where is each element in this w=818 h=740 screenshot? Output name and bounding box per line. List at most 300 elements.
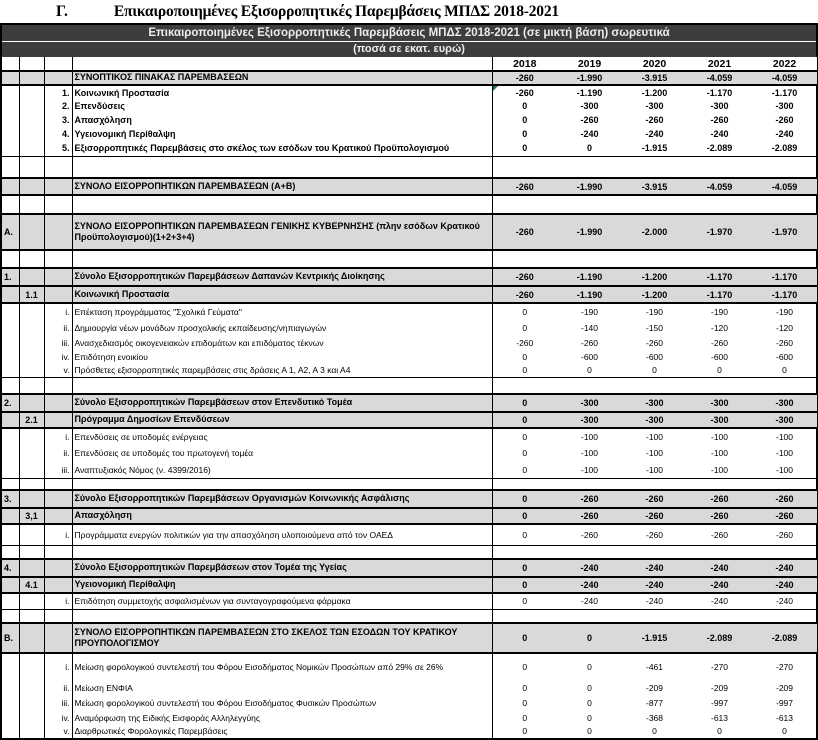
table-row <box>2 462 817 478</box>
sub-number-cell <box>19 195 44 214</box>
item-number-cell: v. <box>44 364 72 377</box>
value-cell: -461 <box>645 662 663 673</box>
value-cell: -240 <box>622 577 687 593</box>
description-cell <box>72 195 492 214</box>
section-letter-cell: Α. <box>2 214 19 250</box>
table-row <box>2 71 817 85</box>
value-cell: 0 <box>492 113 557 127</box>
description-cell: ΣΥΝΟΛΟ ΕΙΣΟΡΡΟΠΗΤΙΚΩΝ ΠΑΡΕΜΒΑΣΕΩΝ ΣΤΟ ΣΚΕΛΟΣ ΤΩΝ ΕΣΟΔΩΝ ΤΟΥ ΚΡΑΤΙΚΟΥ ΠΡΟΥΠΟΛΟΓΙΣΜΟΥ <box>72 623 492 653</box>
heading-index: Γ. <box>56 2 68 20</box>
value-cell: -240 <box>752 577 817 593</box>
value-cell: -300 <box>645 101 664 111</box>
item-number-cell: i. <box>44 593 72 609</box>
value-cell: -100 <box>580 431 598 442</box>
table-row <box>2 711 817 725</box>
value-cell: -368 <box>645 712 663 723</box>
year-column-header: 2018 <box>492 57 557 71</box>
sub-number-cell <box>19 623 44 653</box>
value-cell <box>752 250 817 268</box>
item-number-cell: ii. <box>44 445 72 462</box>
excel-flag-icon <box>493 86 498 91</box>
value-cell: -100 <box>580 448 598 459</box>
table-title-line1: Επικαιροποιημένες Εξισορροπητικές Παρεμβάσεις ΜΠΔΣ 2018-2021 (σε μικτή βάση) σωρευτικά <box>2 25 816 42</box>
value-cell <box>557 609 622 623</box>
section-letter-cell <box>2 303 19 320</box>
item-number-cell <box>44 286 72 303</box>
sub-number-cell <box>19 490 44 508</box>
value-cell: -1.915 <box>641 143 668 154</box>
section-letter-cell <box>2 445 19 462</box>
value-cell: -190 <box>580 306 598 317</box>
table-row <box>2 268 817 286</box>
value-cell <box>687 156 752 178</box>
section-letter-cell <box>2 250 19 268</box>
value-cell: -300 <box>622 394 687 412</box>
sub-number-cell <box>19 320 44 336</box>
value-cell <box>492 545 557 559</box>
table-row <box>2 623 817 653</box>
value-cell: -2.000 <box>622 214 687 250</box>
document-heading <box>0 0 818 23</box>
item-number-cell <box>44 559 72 577</box>
description-cell: Διαρθρωτικές Φορολογικές Παρεμβάσεις <box>72 725 492 738</box>
value-cell: 0 <box>492 524 557 545</box>
value-cell <box>752 545 817 559</box>
description-cell: Μείωση ΕΝΦΙΑ <box>72 681 492 696</box>
table-row <box>2 681 817 696</box>
table-row <box>2 141 817 156</box>
description-cell: Επιδότηση συμμετοχής ασφαλισμένων για συνταγογραφούμενα φάρμακα <box>72 593 492 609</box>
value-cell: -300 <box>775 101 794 111</box>
header-spacer-cell <box>44 57 72 71</box>
year-column-header: 2019 <box>557 57 622 71</box>
value-cell: -1.915 <box>622 623 687 653</box>
value-cell: -100 <box>645 448 663 459</box>
sub-number-cell <box>19 559 44 577</box>
value-cell: -600 <box>645 351 663 362</box>
value-cell: -270 <box>710 662 728 673</box>
value-cell: -240 <box>580 596 598 607</box>
table-row <box>2 286 817 303</box>
value-cell: -100 <box>775 431 793 442</box>
table-row <box>2 127 817 141</box>
item-number-cell <box>44 478 72 490</box>
description-cell: Πρόγραμμα Δημοσίων Επενδύσεων <box>72 412 492 428</box>
section-letter-cell <box>2 428 19 445</box>
sub-number-cell <box>19 428 44 445</box>
table-row <box>2 156 817 178</box>
section-letter-cell <box>2 609 19 623</box>
value-cell: 0 <box>492 350 557 364</box>
item-number-cell <box>44 545 72 559</box>
sub-number-cell <box>19 127 44 141</box>
sub-number-cell <box>19 336 44 350</box>
section-letter-cell <box>2 577 19 593</box>
item-number-cell: 3. <box>44 113 72 127</box>
value-cell: 0 <box>492 623 557 653</box>
value-cell <box>752 377 817 394</box>
value-cell: -3.915 <box>622 71 687 85</box>
value-cell: -260 <box>710 529 728 540</box>
value-cell: -1.970 <box>752 214 817 250</box>
value-cell <box>687 250 752 268</box>
section-letter-cell <box>2 653 19 681</box>
item-number-cell: 1. <box>44 85 72 99</box>
value-cell: -209 <box>645 683 663 694</box>
value-cell: -190 <box>645 306 663 317</box>
item-number-cell: iv. <box>44 350 72 364</box>
value-cell: -260 <box>687 508 752 524</box>
value-cell <box>557 250 622 268</box>
description-cell: Μείωση φορολογικού συντελεστή του Φόρου Εισοδήματος Νομικών Προσώπων από 29% σε 26% <box>72 653 492 681</box>
value-cell: -1.990 <box>557 178 622 195</box>
value-cell: -260 <box>557 508 622 524</box>
value-cell: -260 <box>492 336 557 350</box>
section-letter-cell <box>2 462 19 478</box>
item-number-cell <box>44 156 72 178</box>
value-cell: -260 <box>622 508 687 524</box>
item-number-cell <box>44 195 72 214</box>
section-letter-cell <box>2 178 19 195</box>
table-row <box>2 412 817 428</box>
description-cell: Επενδύσεις σε υποδομές του πρωτογενή τομέα <box>72 445 492 462</box>
sub-number-cell <box>19 653 44 681</box>
value-cell: 0 <box>492 141 557 156</box>
value-cell: -1.200 <box>622 286 687 303</box>
item-number-cell: i. <box>44 524 72 545</box>
sub-number-cell <box>19 268 44 286</box>
table-row <box>2 609 817 623</box>
item-number-cell <box>44 268 72 286</box>
value-cell: -260 <box>710 115 729 125</box>
table-row <box>2 653 817 681</box>
value-cell: -600 <box>775 351 793 362</box>
value-cell: -300 <box>687 394 752 412</box>
value-cell <box>557 195 622 214</box>
value-cell: -1.190 <box>576 87 603 98</box>
item-number-cell <box>44 250 72 268</box>
value-cell: 0 <box>652 726 657 737</box>
value-cell <box>557 156 622 178</box>
section-letter-cell: 3. <box>2 490 19 508</box>
description-cell <box>72 478 492 490</box>
section-letter-cell <box>2 195 19 214</box>
description-cell: Επενδύσεις <box>72 99 492 113</box>
value-cell: -1.970 <box>687 214 752 250</box>
value-cell: -100 <box>710 464 728 475</box>
table-row <box>2 99 817 113</box>
value-cell <box>622 250 687 268</box>
value-cell: -240 <box>580 129 599 139</box>
sub-number-cell <box>19 696 44 711</box>
table-row <box>2 377 817 394</box>
value-cell: -1.170 <box>706 87 733 98</box>
item-number-cell: iii. <box>44 462 72 478</box>
value-cell <box>752 195 817 214</box>
value-cell: -240 <box>775 129 794 139</box>
item-number-cell <box>44 178 72 195</box>
value-cell <box>752 478 817 490</box>
value-cell: -2.089 <box>771 143 798 154</box>
sub-number-cell <box>19 214 44 250</box>
section-letter-cell <box>2 71 19 85</box>
value-cell: 0 <box>557 623 622 653</box>
value-cell: -260 <box>645 115 664 125</box>
value-cell: -100 <box>710 448 728 459</box>
section-letter-cell <box>2 711 19 725</box>
table-row <box>2 593 817 609</box>
item-number-cell <box>44 490 72 508</box>
description-cell: Αναμόρφωση της Ειδικής Εισφοράς Αλληλεγγύης <box>72 711 492 725</box>
sub-number-cell: 3,1 <box>19 508 44 524</box>
value-cell: -1.200 <box>622 268 687 286</box>
section-letter-cell <box>2 696 19 711</box>
table-row <box>2 445 817 462</box>
value-cell: -300 <box>557 394 622 412</box>
sub-number-cell <box>19 303 44 320</box>
value-cell: -613 <box>710 712 728 723</box>
table-row <box>2 303 817 320</box>
table-row <box>2 85 817 99</box>
table-row <box>2 428 817 445</box>
item-number-cell <box>44 577 72 593</box>
item-number-cell: 2. <box>44 99 72 113</box>
table-row <box>2 696 817 711</box>
item-number-cell <box>44 394 72 412</box>
table-row <box>2 113 817 127</box>
sub-number-cell <box>19 71 44 85</box>
value-cell: -260 <box>775 115 794 125</box>
value-cell: -1.190 <box>557 286 622 303</box>
section-letter-cell <box>2 350 19 364</box>
sub-number-cell <box>19 113 44 127</box>
year-column-header: 2021 <box>687 57 752 71</box>
value-cell: -260 <box>622 490 687 508</box>
sub-number-cell <box>19 681 44 696</box>
description-cell: Σύνολο Εξισορροπητικών Παρεμβάσεων Δαπανών Κεντρικής Διοίκησης <box>72 268 492 286</box>
item-number-cell: i. <box>44 653 72 681</box>
description-cell <box>72 250 492 268</box>
value-cell: -260 <box>645 529 663 540</box>
table-row <box>2 364 817 377</box>
value-cell: 0 <box>492 577 557 593</box>
description-cell: Επιδότηση ενοικίου <box>72 350 492 364</box>
table-row <box>2 350 817 364</box>
value-cell: -1.170 <box>771 87 798 98</box>
item-number-cell: 5. <box>44 141 72 156</box>
table-row <box>2 394 817 412</box>
year-column-header: 2020 <box>622 57 687 71</box>
value-cell: -260 <box>645 337 663 348</box>
value-cell: -4.059 <box>752 71 817 85</box>
item-number-cell: i. <box>44 428 72 445</box>
value-cell <box>687 377 752 394</box>
value-cell: 0 <box>717 365 722 376</box>
description-cell: Απασχόληση <box>72 113 492 127</box>
table-title-band <box>2 25 816 57</box>
value-cell: -100 <box>645 464 663 475</box>
table-row <box>2 490 817 508</box>
value-cell: -997 <box>775 698 793 709</box>
description-cell: Ανασχεδιασμός οικογενειακών επιδομάτων και επιδόματος τέκνων <box>72 336 492 350</box>
value-cell: 0 <box>492 681 557 696</box>
description-cell <box>72 156 492 178</box>
value-cell: 0 <box>492 412 557 428</box>
value-cell: -140 <box>580 322 598 333</box>
description-cell: Πρόσθετες εξισορροπητικές παρεμβάσεις στις δράσεις Α 1, Α2, Α 3 και Α4 <box>72 364 492 377</box>
value-cell <box>557 377 622 394</box>
description-cell: Σύνολο Εξισορροπητικών Παρεμβάσεων Οργανισμών Κοινωνικής Ασφάλισης <box>72 490 492 508</box>
sub-number-cell <box>19 609 44 623</box>
item-number-cell <box>44 623 72 653</box>
value-cell: -260 <box>687 490 752 508</box>
value-cell <box>752 156 817 178</box>
description-cell: ΣΥΝΟΛΟ ΕΙΣΟΡΡΟΠΗΤΙΚΩΝ ΠΑΡΕΜΒΑΣΕΩΝ ΓΕΝΙΚΗΣ ΚΥΒΕΡΝΗΣΗΣ (πλην εσόδων Κρατικού Προϋπολογισμού)(1+2+3+4) <box>72 214 492 250</box>
sub-number-cell <box>19 524 44 545</box>
table-row <box>2 725 817 738</box>
value-cell: -3.915 <box>622 178 687 195</box>
sub-number-cell <box>19 478 44 490</box>
value-cell <box>687 195 752 214</box>
sub-number-cell <box>19 250 44 268</box>
value-cell: 0 <box>492 508 557 524</box>
description-cell: Αναπτυξιακός Νόμος (ν. 4399/2016) <box>72 462 492 478</box>
sub-number-cell <box>19 156 44 178</box>
table-row <box>2 524 817 545</box>
section-letter-cell <box>2 478 19 490</box>
sub-number-cell <box>19 377 44 394</box>
sub-number-cell <box>19 462 44 478</box>
value-cell: -240 <box>645 596 663 607</box>
sub-number-cell: 2.1 <box>19 412 44 428</box>
item-number-cell: ii. <box>44 320 72 336</box>
table-row <box>2 195 817 214</box>
sub-number-cell <box>19 350 44 364</box>
value-cell: -260 <box>492 178 557 195</box>
value-cell: -260 <box>775 337 793 348</box>
description-cell: Δημιουργία νέων μονάδων προσχολικής εκπαίδευσης/νηπιαγωγών <box>72 320 492 336</box>
description-cell: ΣΥΝΟΛΟ ΕΙΣΟΡΡΟΠΗΤΙΚΩΝ ΠΑΡΕΜΒΑΣΕΩΝ (Α+Β) <box>72 178 492 195</box>
description-cell: Απασχόληση <box>72 508 492 524</box>
value-cell: 0 <box>587 365 592 376</box>
value-cell: -300 <box>557 412 622 428</box>
sub-number-cell <box>19 725 44 738</box>
value-cell: 0 <box>492 303 557 320</box>
value-cell: -120 <box>710 322 728 333</box>
value-cell: -100 <box>775 464 793 475</box>
value-cell: 0 <box>586 143 592 154</box>
value-cell: 0 <box>587 683 592 694</box>
value-cell: 0 <box>492 127 557 141</box>
value-cell: -1.170 <box>752 286 817 303</box>
value-cell: -4.059 <box>752 178 817 195</box>
value-cell: 0 <box>492 364 557 377</box>
value-cell: 0 <box>492 559 557 577</box>
sub-number-cell <box>19 85 44 99</box>
section-letter-cell <box>2 99 19 113</box>
value-cell: -100 <box>710 431 728 442</box>
value-cell: -600 <box>710 351 728 362</box>
table-row <box>2 320 817 336</box>
value-cell: -260 <box>752 508 817 524</box>
sub-number-cell <box>19 711 44 725</box>
sub-number-cell <box>19 141 44 156</box>
table-row <box>2 250 817 268</box>
value-cell <box>492 609 557 623</box>
section-letter-cell <box>2 127 19 141</box>
value-cell <box>492 478 557 490</box>
value-cell: -260 <box>580 337 598 348</box>
value-cell: 0 <box>492 99 557 113</box>
value-cell: -190 <box>775 306 793 317</box>
year-column-header: 2022 <box>752 57 817 71</box>
value-cell: 0 <box>782 726 787 737</box>
description-cell: Μείωση φορολογικού συντελεστή του Φόρου Εισοδήματος Φυσικών Προσώπων <box>72 696 492 711</box>
value-cell: -260 <box>557 490 622 508</box>
value-cell: -240 <box>687 559 752 577</box>
section-letter-cell <box>2 286 19 303</box>
value-cell <box>492 250 557 268</box>
section-letter-cell <box>2 156 19 178</box>
value-cell: -300 <box>580 101 599 111</box>
sub-number-cell <box>19 178 44 195</box>
item-number-cell: iv. <box>44 711 72 725</box>
sub-number-cell: 1.1 <box>19 286 44 303</box>
value-cell <box>752 609 817 623</box>
value-cell: -260 <box>710 337 728 348</box>
item-number-cell: 4. <box>44 127 72 141</box>
value-cell: 0 <box>587 726 592 737</box>
description-cell: Κοινωνική Προστασία <box>72 85 492 99</box>
description-cell <box>72 609 492 623</box>
value-cell: -613 <box>775 712 793 723</box>
value-cell <box>557 545 622 559</box>
description-cell: Επέκταση προγράμματος "Σχολικά Γεύματα" <box>72 303 492 320</box>
heading-text: Επικαιροποιημένες Εξισορροπητικές Παρεμβάσεις ΜΠΔΣ 2018-2021 <box>113 2 559 20</box>
description-cell: Σύνολο Εξισορροπητικών Παρεμβάσεων στον Επενδυτικό Τομέα <box>72 394 492 412</box>
description-cell: Προγράμματα ενεργών πολιτικών για την απασχόληση υλοποιούμενα από τον ΟΑΕΔ <box>72 524 492 545</box>
section-letter-cell <box>2 508 19 524</box>
year-header <box>2 57 817 71</box>
value-cell: -260 <box>580 529 598 540</box>
value-cell: 0 <box>717 726 722 737</box>
value-cell: -100 <box>580 464 598 475</box>
value-cell: -240 <box>752 559 817 577</box>
value-cell: -600 <box>580 351 598 362</box>
sub-number-cell <box>19 394 44 412</box>
value-cell <box>492 195 557 214</box>
item-number-cell <box>44 508 72 524</box>
description-cell: Κοινωνική Προστασία <box>72 286 492 303</box>
value-cell: -240 <box>710 596 728 607</box>
sub-number-cell <box>19 445 44 462</box>
section-letter-cell: 2. <box>2 394 19 412</box>
item-number-cell: iii. <box>44 336 72 350</box>
value-cell <box>492 156 557 178</box>
item-number-cell: ii. <box>44 681 72 696</box>
value-cell <box>687 478 752 490</box>
value-cell: -150 <box>645 322 663 333</box>
section-letter-cell <box>2 85 19 99</box>
value-cell: 0 <box>652 365 657 376</box>
section-letter-cell <box>2 377 19 394</box>
value-cell: -300 <box>710 101 729 111</box>
section-letter-cell <box>2 725 19 738</box>
value-cell: -2.089 <box>706 143 733 154</box>
value-cell: -2.089 <box>752 623 817 653</box>
value-cell <box>622 545 687 559</box>
sub-number-cell <box>19 99 44 113</box>
